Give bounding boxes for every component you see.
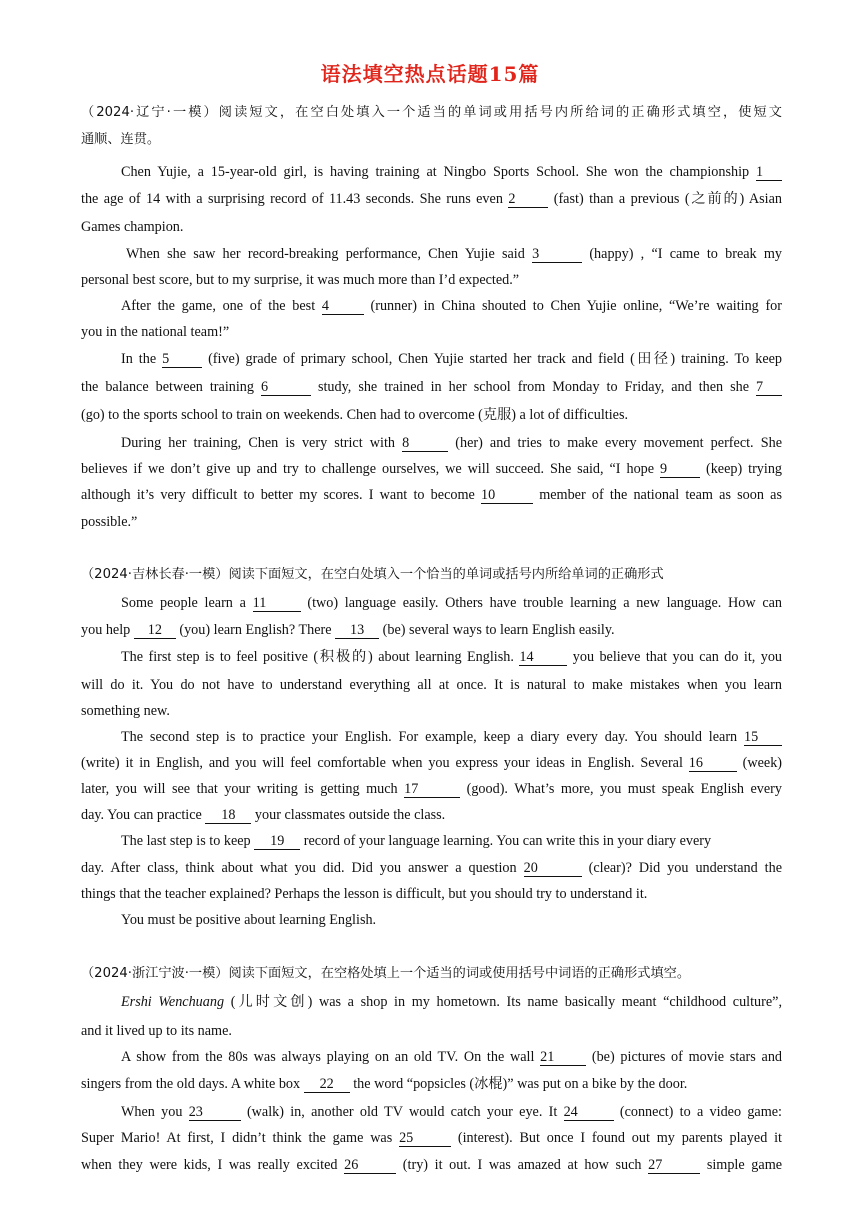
passage1-line: the balance between training 6 study, she trained in her school from Monday to Friday, and then she 7	[81, 378, 782, 396]
answer-blank-17[interactable]: 17	[404, 782, 460, 798]
passage2-line: (write) it in English, and you will feel comfortable when you express your ideas in English. Several 16 (week)	[81, 755, 783, 771]
passage2-instruction: （2024·吉林长春·一模）阅读下面短文，在空白处填入一个恰当的单词或括号内所给单词的正确形式	[81, 567, 664, 582]
passage1-line: During her training, Chen is very strict with 8 (her) and tries to make every movement perfect. She	[121, 435, 783, 451]
passage2-line: things that the teacher explained? Perhaps the lesson is difficult, but you should try to understand it.	[81, 886, 648, 902]
passage2-line: something new.	[81, 703, 170, 719]
answer-blank-11[interactable]: 11	[253, 596, 301, 612]
answer-blank-14[interactable]: 14	[519, 650, 567, 666]
passage1-line: although it’s very difficult to better my scores. I want to become 10 member of the national team as soon as	[81, 487, 782, 503]
passage2-line: The second step is to practice your English. For example, keep a diary every day. You should learn 15	[121, 728, 782, 746]
answer-blank-21[interactable]: 21	[540, 1050, 586, 1066]
answer-blank-16[interactable]: 16	[689, 756, 737, 772]
passage3-line: when they were kids, I was really excited 26 (try) it out. I was amazed at how such 27 simple game	[81, 1157, 783, 1173]
passage3-line: and it lived up to its name.	[81, 1023, 232, 1039]
passage2-line: will do it. You do not have to understand everything all at once. It is natural to make mistakes when you learn	[81, 677, 782, 693]
answer-blank-20[interactable]: 20	[524, 861, 582, 877]
passage1-line: Games champion.	[81, 219, 184, 235]
passage2-line: day. After class, think about what you did. Did you answer a question 20 (clear)? Did you understand the	[81, 860, 783, 876]
passage2-line: Some people learn a 11 (two) language easily. Others have trouble learning a new language. How can	[121, 595, 783, 611]
passage1-line: personal best score, but to my surprise, it was much more than I’d expected.”	[81, 272, 520, 288]
passage2-line: day. You can practice 18 your classmates outside the class.	[81, 807, 446, 823]
answer-blank-26[interactable]: 26	[344, 1158, 396, 1174]
passage1-line: believes if we don’t give up and try to challenge ourselves, we will succeed. She said, “I hope 9 (keep) trying	[81, 461, 783, 477]
answer-blank-25[interactable]: 25	[399, 1131, 451, 1147]
passage1-line: When she saw her record-breaking performance, Chen Yujie said 3 (happy) , “I came to break my	[126, 246, 782, 262]
passage2-line: later, you will see that your writing is getting much 17 (good). What’s more, you must speak English every	[81, 781, 782, 797]
answer-blank-15[interactable]: 15	[744, 730, 782, 746]
passage1-instruction-cont: 通顺、连贯。	[81, 132, 161, 147]
answer-blank-19[interactable]: 19	[254, 834, 300, 850]
document-title: 语法填空热点话题15篇	[320, 62, 540, 86]
answer-blank-3[interactable]: 3	[532, 247, 582, 263]
passage3-line: A show from the 80s was always playing on an old TV. On the wall 21 (be) pictures of movie stars and	[121, 1049, 783, 1065]
answer-blank-12[interactable]: 12	[134, 623, 176, 639]
passage1-line: In the 5 (five) grade of primary school, Chen Yujie started her track and field (田径) training. To keep	[121, 351, 783, 367]
passage3-line: When you 23 (walk) in, another old TV would catch your eye. It 24 (connect) to a video game:	[121, 1104, 782, 1120]
answer-blank-7[interactable]: 7	[756, 380, 782, 396]
answer-blank-13[interactable]: 13	[335, 623, 379, 639]
passage2-line: you help 12 (you) learn English? There 13 (be) several ways to learn English easily.	[81, 622, 615, 638]
answer-blank-23[interactable]: 23	[189, 1105, 241, 1121]
answer-blank-27[interactable]: 27	[648, 1158, 700, 1174]
answer-blank-6[interactable]: 6	[261, 380, 311, 396]
passage2-line: The last step is to keep 19 record of your language learning. You can write this in your diary every	[121, 833, 712, 849]
passage2-line: You must be positive about learning English.	[121, 912, 377, 928]
answer-blank-4[interactable]: 4	[322, 299, 364, 315]
passage2-line: The first step is to feel positive (积极的) about learning English. 14 you believe that you can do it, you	[121, 649, 783, 665]
passage1-line: After the game, one of the best 4 (runner) in China shouted to Chen Yujie online, “We’re waiting for	[121, 298, 783, 314]
answer-blank-1[interactable]: 1	[756, 165, 782, 181]
answer-blank-9[interactable]: 9	[660, 462, 700, 478]
passage3-line: singers from the old days. A white box 22 the word “popsicles (冰棍)” was put on a bike by the door.	[81, 1076, 688, 1092]
answer-blank-22[interactable]: 22	[304, 1077, 350, 1093]
passage1-line: you in the national team!”	[81, 324, 230, 340]
answer-blank-10[interactable]: 10	[481, 488, 533, 504]
passage3-line: Super Mario! At first, I didn’t think the game was 25 (interest). But once I found out my parents played it	[81, 1130, 782, 1146]
passage1-line: (go) to the sports school to train on weekends. Chen had to overcome (克服) a lot of difficulties.	[81, 407, 629, 423]
answer-blank-8[interactable]: 8	[402, 436, 448, 452]
passage1-line: the age of 14 with a surprising record of 11.43 seconds. She runs even 2 (fast) than a previous (之前的) Asian	[81, 191, 783, 207]
answer-blank-18[interactable]: 18	[205, 808, 251, 824]
passage1-line: Chen Yujie, a 15-year-old girl, is having training at Ningbo Sports School. She won the championship 1	[121, 163, 782, 181]
answer-blank-24[interactable]: 24	[564, 1105, 614, 1121]
answer-blank-2[interactable]: 2	[508, 192, 548, 208]
passage3-line: Ershi Wenchuang (儿时文创) was a shop in my hometown. Its name basically meant “childhood culture”,	[121, 994, 783, 1010]
passage1-line: possible.”	[81, 514, 138, 530]
answer-blank-5[interactable]: 5	[162, 352, 202, 368]
passage1-instruction: （2024·辽宁·一模）阅读短文，在空白处填入一个适当的单词或用括号内所给词的正确形式填空，使短文	[81, 105, 782, 120]
passage3-instruction: （2024·浙江宁波·一模）阅读下面短文，在空格处填上一个适当的词或使用括号中词语的正确形式填空。	[81, 966, 691, 981]
